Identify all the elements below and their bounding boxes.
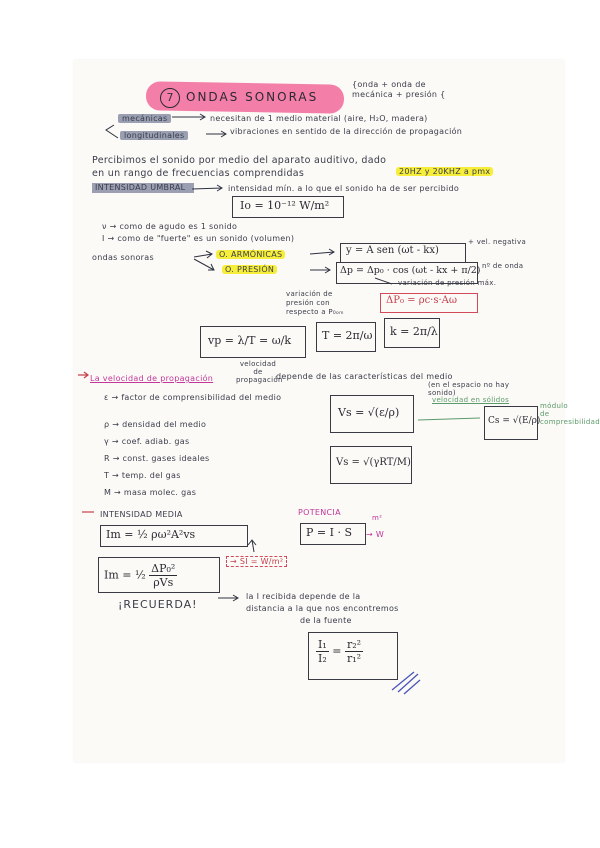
si-unit-note: → SI = W/m² — [226, 556, 287, 567]
intensidad-umbral-label: INTENSIDAD UMBRAL — [92, 183, 194, 193]
velocidad-item-5: M → masa molec. gas — [104, 488, 197, 497]
velocidad-note: (en el espacio no hay sonido) — [428, 381, 510, 397]
def-I: I → como de "fuerte" es un sonido (volumen) — [102, 234, 295, 243]
mecanicas-desc: necesitan de 1 medio material (aire, H₂O, madera) — [210, 114, 428, 123]
page-title: ONDAS SONORAS — [186, 90, 319, 104]
potencia-label: POTENCIA — [298, 508, 341, 517]
title-number: 7 — [160, 88, 180, 108]
velocidad-item-2: γ → coef. adiab. gas — [104, 437, 190, 446]
k-formula: k = 2π/λ — [390, 325, 438, 338]
vs2-formula: Vs = √(γRT/M) — [336, 457, 411, 468]
ratio-left — [316, 638, 329, 665]
velocidad-item-3: R → const. gases ideales — [104, 454, 210, 463]
velocidad-negativa-note: + vel. negativa — [468, 238, 527, 246]
im2-den: ρVs — [153, 576, 174, 589]
def-nu: ν → como de agudo es 1 sonido — [102, 222, 238, 231]
ratio-den-right: r₁² — [346, 652, 362, 665]
ratio-formula — [316, 638, 363, 665]
solidos-label: velocidad en sólidos — [432, 396, 510, 404]
potencia-unit: → W — [366, 530, 385, 539]
recuerda-line1: la I recibida depende de la — [246, 592, 361, 601]
im2-num: ΔP₀² — [151, 562, 176, 575]
io-formula: Io = 10⁻¹² W/m² — [240, 199, 330, 212]
ratio-right — [345, 638, 363, 665]
ratio-num-right: r₂² — [346, 638, 362, 651]
velocidad-label: La velocidad de propagación — [90, 374, 214, 383]
longitudinales-label: longitudinales — [120, 131, 188, 140]
n-onda-note: nº de onda — [482, 262, 524, 270]
variacion-presion-note: variación de presión con respecto a P₀ₒₘ — [286, 290, 344, 316]
vp-formula: vp = λ/T = ω/k — [208, 334, 292, 347]
recuerda-line2: distancia a la que nos encontremos — [246, 604, 399, 613]
presion-formula: Δp = Δp₀ · cos (ωt - kx + π/2) — [340, 265, 481, 276]
ondas-sonoras-label: ondas sonoras — [92, 253, 154, 262]
T-formula: T = 2π/ω — [322, 329, 373, 342]
ratio-num-left: I₁ — [318, 638, 327, 651]
recuerda-line3: de la fuente — [300, 616, 352, 625]
ratio-den-left: I₂ — [318, 652, 327, 665]
vs1-formula: Vs = √(ε/ρ) — [338, 406, 400, 419]
velocidad-item-1: ρ → densidad del medio — [104, 420, 207, 429]
im2-formula — [104, 562, 177, 589]
potencia-m2: m² — [372, 514, 383, 522]
potencia-formula: P = I · S — [306, 526, 352, 539]
im2-left: Im = ½ — [104, 568, 146, 582]
vp-note: velocidad de propagación — [236, 360, 283, 384]
header-note-line2: mecánica + presión { — [352, 90, 446, 99]
velocidad-desc: depende de las características del medio — [276, 372, 453, 381]
frequency-range: 20HZ y 20KHZ a pmx — [396, 167, 493, 176]
im2-fraction — [149, 562, 177, 589]
intensidad-umbral-desc: intensidad mín. a lo que el sonido ha de ser percibido — [228, 184, 460, 193]
velocidad-item-0: ε → factor de comprensibilidad del medio — [104, 393, 282, 402]
mecanicas-label: mecánicas — [118, 114, 171, 123]
ondas-presion-label: O. PRESIÓN — [222, 265, 277, 274]
ratio-equals: = — [332, 644, 342, 658]
intensidad-media-label: INTENSIDAD MEDIA — [100, 510, 183, 519]
percibimos-line2: en un rango de frecuencias comprendidas — [92, 168, 305, 179]
ondas-armonicas-label: O. ARMÓNICAS — [216, 250, 285, 259]
modulo-note: módulo de compresibilidad — [540, 402, 600, 426]
velocidad-item-4: T → temp. del gas — [104, 471, 181, 480]
recuerda-label: ¡RECUERDA! — [118, 598, 198, 611]
im1-formula: Im = ½ ρω²A²vs — [106, 528, 196, 541]
delta-p0-formula: ΔP₀ = ρc·s·Aω — [386, 295, 458, 306]
longitudinales-desc: vibraciones en sentido de la dirección de propagación — [230, 127, 463, 136]
armonicas-formula: y = A sen (ωt - kx) — [346, 245, 439, 256]
percibimos-line1: Percibimos el sonido por medio del aparato auditivo, dado — [92, 155, 387, 166]
cs-formula: Cs = √(E/ρ) — [488, 416, 541, 426]
variacion-max-note: variación de presión máx. — [398, 279, 497, 287]
header-note-line1: {onda + onda de — [352, 80, 426, 89]
